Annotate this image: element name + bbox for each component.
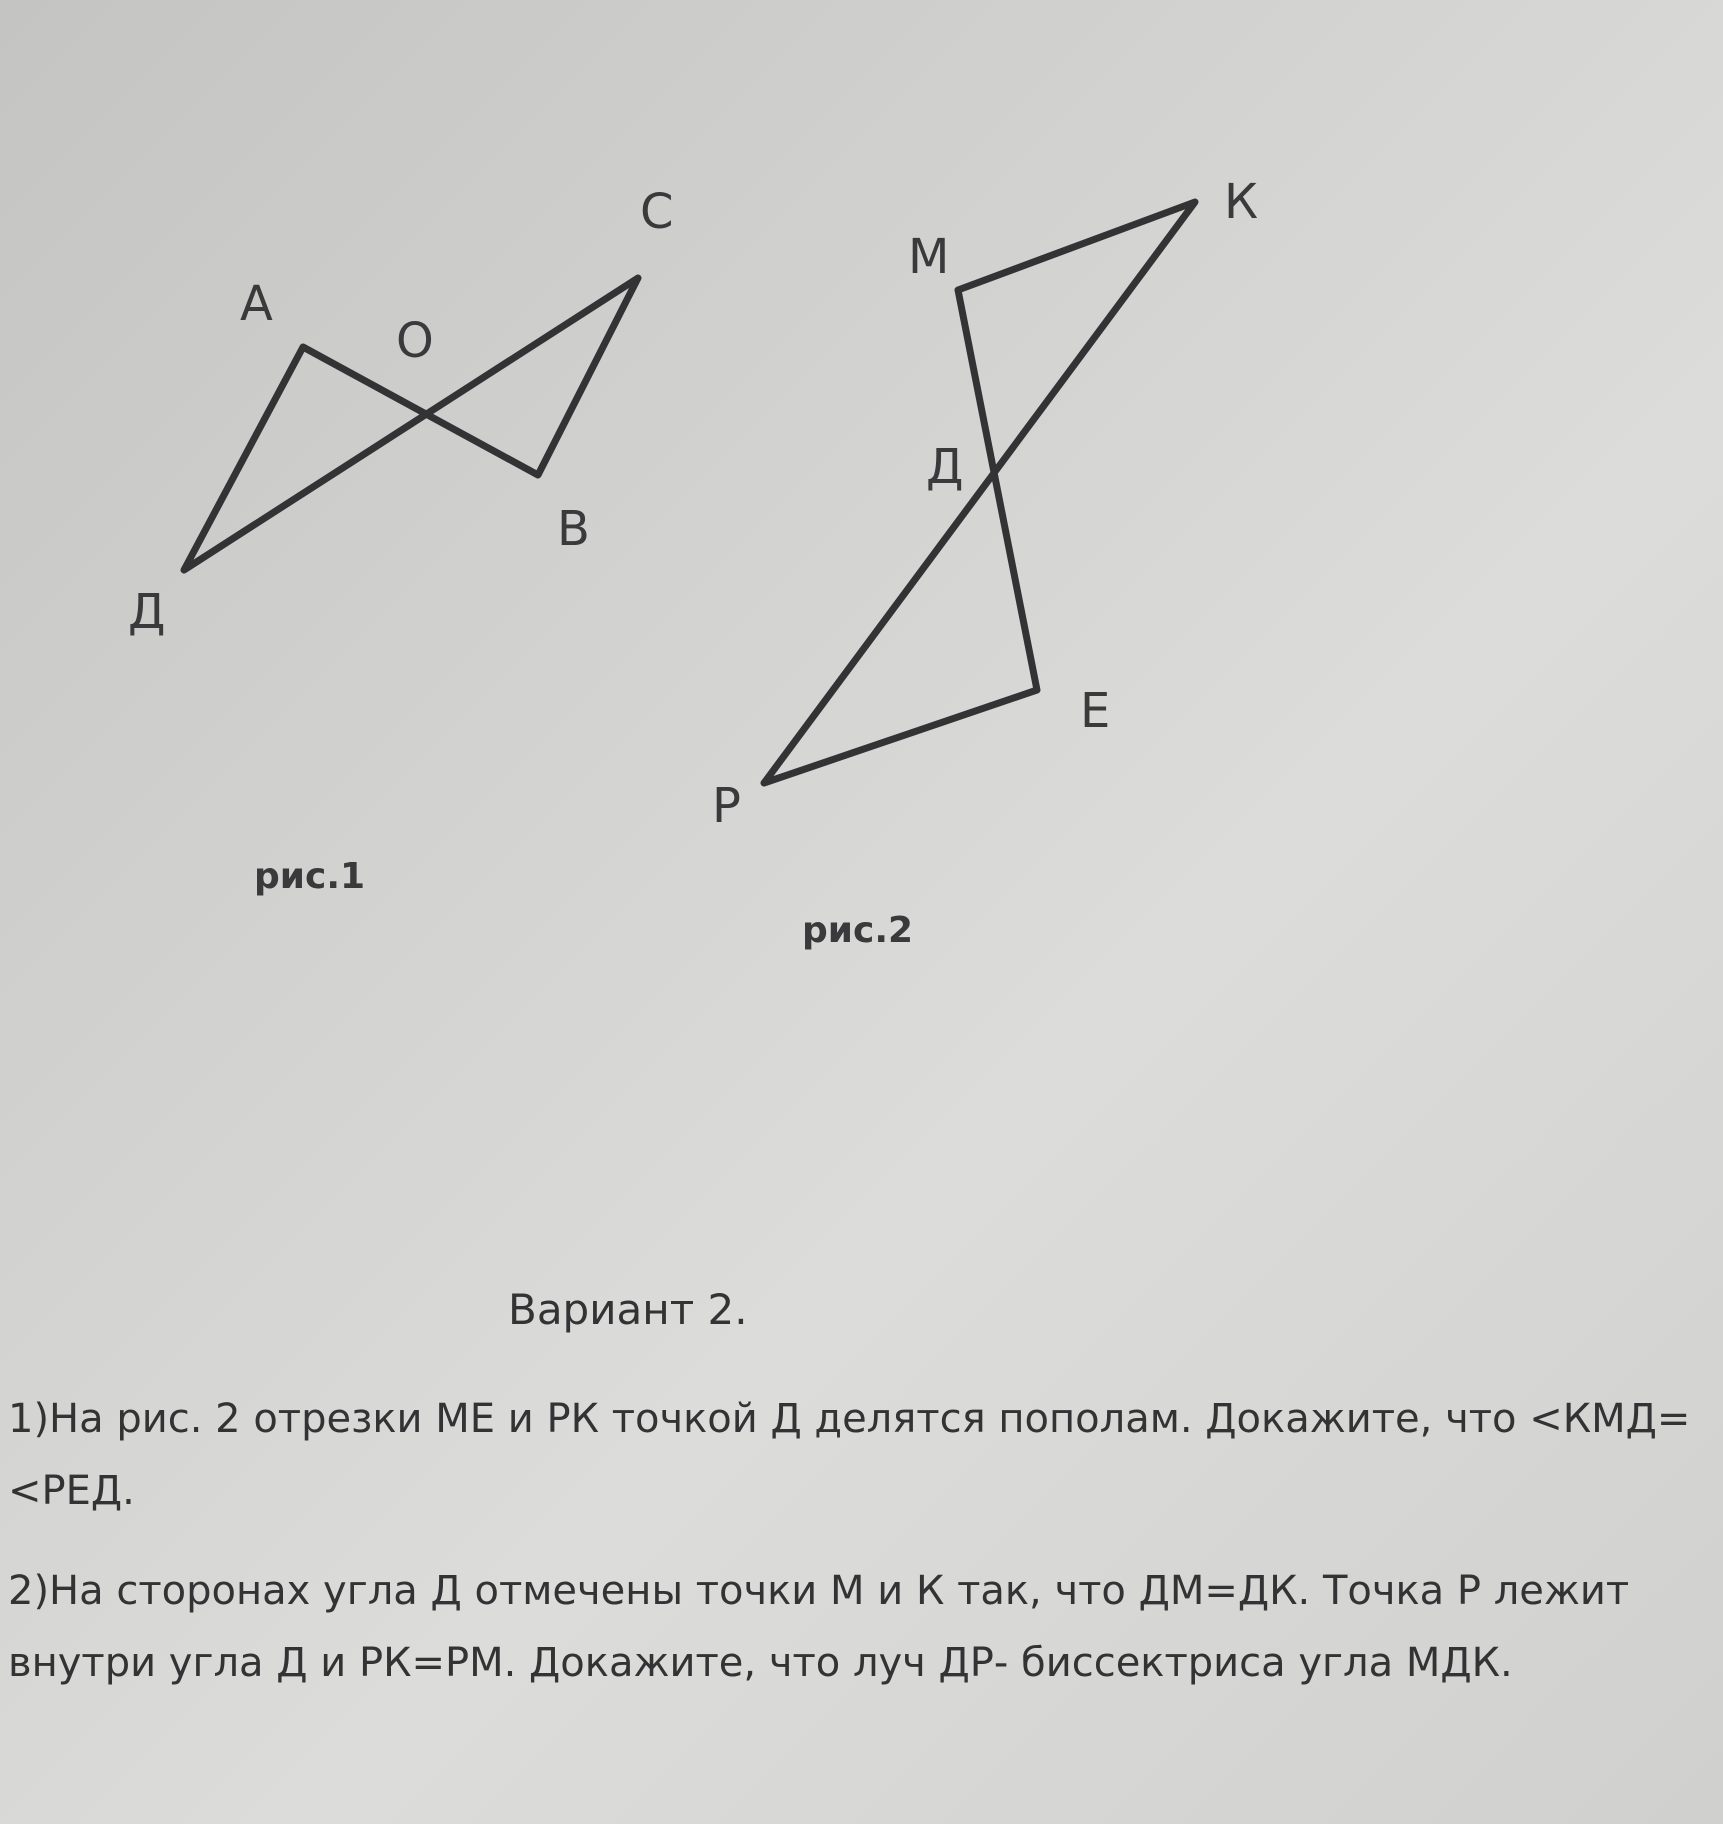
point-label-b: B [557, 501, 590, 557]
point-label-p: Р [712, 778, 741, 834]
variant-title: Вариант 2. [508, 1285, 748, 1334]
figure-2 [712, 174, 1258, 951]
point-label-m: М [908, 229, 950, 285]
point-label-e: Е [1080, 683, 1111, 739]
figure-2-caption: рис.2 [802, 910, 914, 951]
point-label-a: A [240, 276, 273, 332]
figure-2-lines [764, 202, 1195, 783]
point-label-d2: Д [926, 439, 964, 495]
point-label-c: C [640, 184, 674, 240]
point-label-k: К [1224, 174, 1259, 230]
task-1-text: 1)На рис. 2 отрезки МЕ и РК точкой Д делятся пополам. Докажите, что <КМД=<РЕД. [8, 1396, 1691, 1514]
figure-1 [128, 184, 674, 897]
point-label-d: Д [128, 584, 166, 640]
task-2-text: 2)На сторонах угла Д отмечены точки М и К так, что ДМ=ДК. Точка Р лежит внутри угла Д и РК=РМ. Докажите, что луч ДР- биссектриса угла МДК. [8, 1568, 1630, 1686]
figure-1-caption: рис.1 [254, 856, 366, 897]
point-label-o: O [396, 313, 434, 369]
